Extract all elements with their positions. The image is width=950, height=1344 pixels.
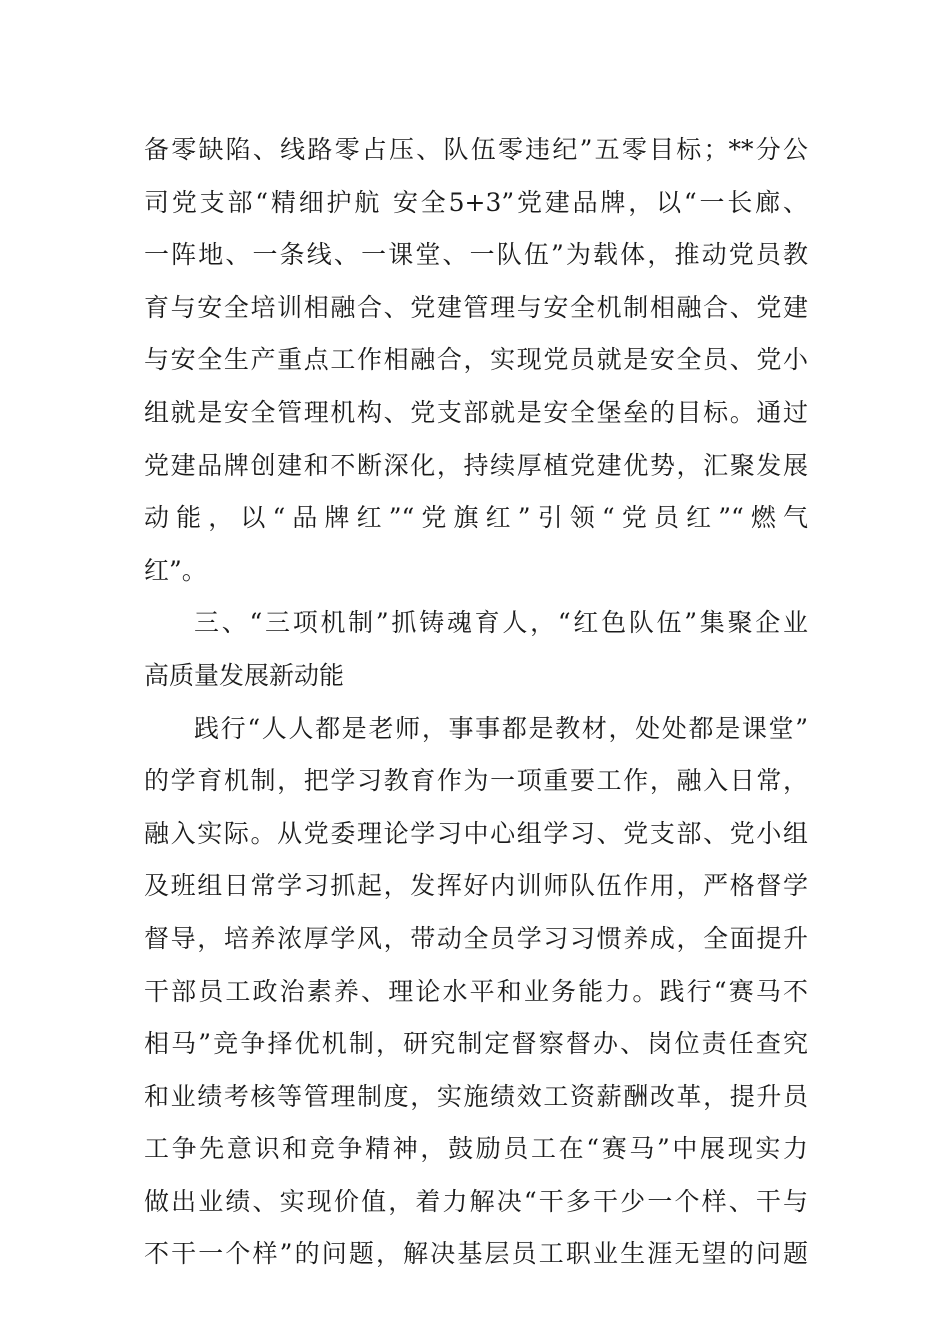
text-line: 工争先意识和竞争精神，鼓励员工在“赛马”中展现实力 xyxy=(144,1134,808,1164)
body-text xyxy=(144,124,808,1281)
text-line: 与安全生产重点工作相融合，实现党员就是安全员、党小 xyxy=(144,345,808,375)
text-line: 及班组日常学习抓起，发挥好内训师队伍作用，严格督学 xyxy=(144,871,808,901)
section-heading-line: 三、“三项机制”抓铸魂育人，“红色队伍”集聚企业 xyxy=(194,608,808,638)
text-line: 相马”竞争择优机制，研究制定督察督办、岗位责任查究 xyxy=(144,1029,808,1059)
text-line: 组就是安全管理机构、党支部就是安全堡垒的目标。通过 xyxy=(144,397,808,427)
text-line: 一阵地、一条线、一课堂、一队伍”为载体，推动党员教 xyxy=(144,240,808,270)
text-line: 党建品牌创建和不断深化，持续厚植党建优势，汇聚发展 xyxy=(144,450,808,480)
text-line: 司党支部“精细护航 安全5+3”党建品牌，以“一长廊、 xyxy=(144,187,808,217)
text-line: 的学育机制，把学习教育作为一项重要工作，融入日常， xyxy=(144,766,808,796)
text-line: 育与安全培训相融合、党建管理与安全机制相融合、党建 xyxy=(144,292,808,322)
text-line: 和业绩考核等管理制度，实施绩效工资薪酬改革，提升员 xyxy=(144,1081,808,1111)
text-line: 不干一个样”的问题，解决基层员工职业生涯无望的问题 xyxy=(144,1239,808,1269)
text-line: 动能，以“品牌红”“党旗红”引领“党员红”“燃气 xyxy=(144,503,808,533)
text-line: 融入实际。从党委理论学习中心组学习、党支部、党小组 xyxy=(144,818,808,848)
section-heading-line: 高质量发展新动能 xyxy=(144,660,345,690)
text-line: 做出业绩、实现价值，着力解决“干多干少一个样、干与 xyxy=(144,1186,808,1216)
text-line: 践行“人人都是老师，事事都是教材，处处都是课堂” xyxy=(194,713,808,743)
text-line: 红”。 xyxy=(144,555,207,585)
text-line: 干部员工政治素养、理论水平和业务能力。践行“赛马不 xyxy=(144,976,808,1006)
text-line: 备零缺陷、线路零占压、队伍零违纪”五零目标；**分公 xyxy=(144,135,808,164)
text-line: 督导，培养浓厚学风，带动全员学习习惯养成，全面提升 xyxy=(144,923,808,953)
